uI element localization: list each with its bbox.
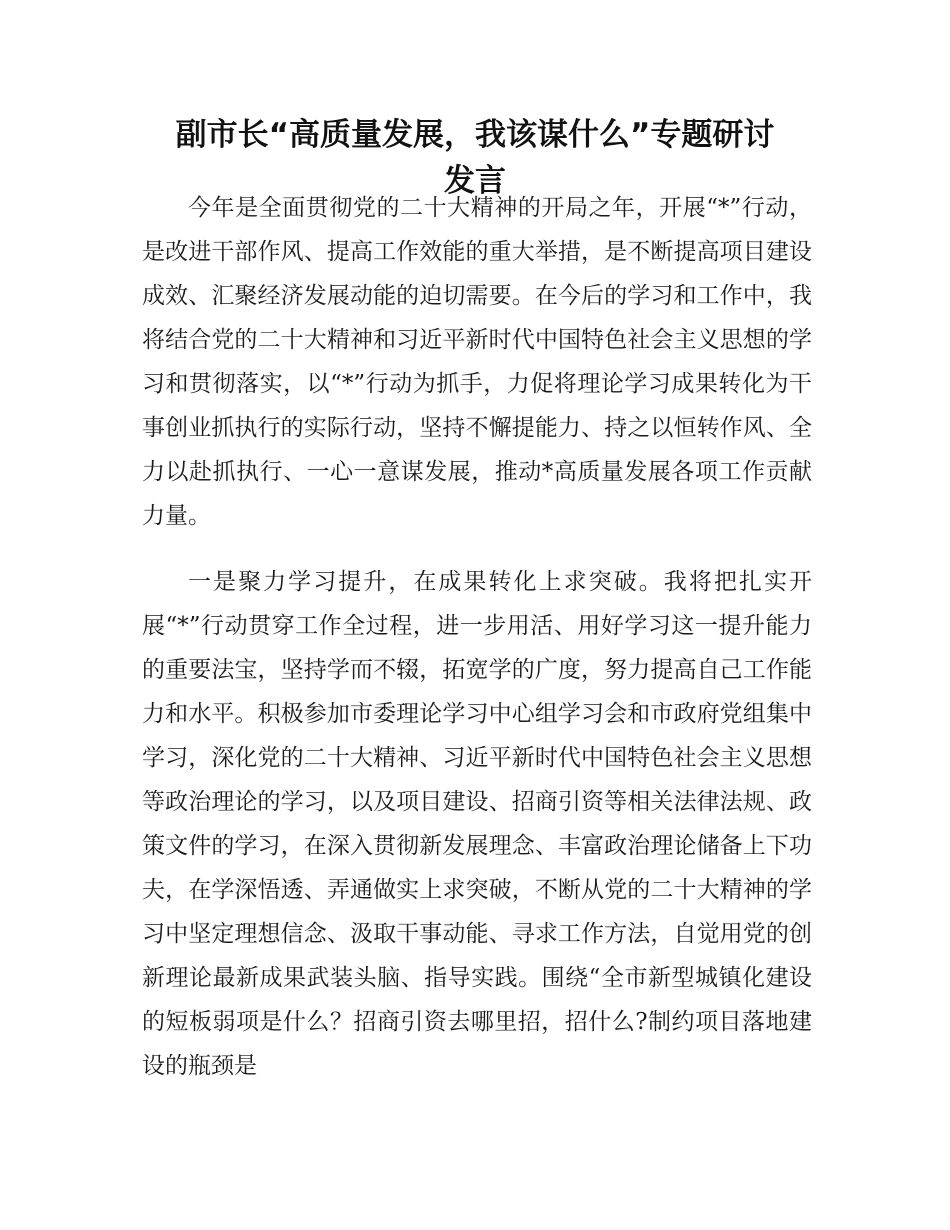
paragraph-point-one: 一是聚力学习提升，在成果转化上求突破。我将把扎实开展“*”行动贯穿工作全过程，进一步用活、用好学习这一提升能力的重要法宝，坚持学而不辍，拓宽学的广度，努力提高自己工作能力和水平。积极参加市委理论学习中心组学习会和市政府党组集中学习，深化党的二十大精神、习近平新时代中国特色社会主义思想等政治理论的学习，以及项目建设、招商引资等相关法律法规、政策文件的学习，在深入贯彻新发展理念、丰富政治理论储备上下功夫，在学深悟透、弄通做实上求突破，不断从党的二十大精神的学习中坚定理想信念、汲取干事动能、寻求工作方法，自觉用党的创新理论最新成果武装头脑、指导实践。围绕“全市新型城镇化建设的短板弱项是什么？招商引资去哪里招，招什么?制约项目落地建设的瓶颈是: [142, 569, 812, 1079]
paragraph-intro: 今年是全面贯彻党的二十大精神的开局之年，开展“*”行动，是改进干部作风、提高工作效能的重大举措，是不断提高项目建设成效、汇聚经济发展动能的迫切需要。在今后的学习和工作中，我将结合党的二十大精神和习近平新时代中国特色社会主义思想的学习和贯彻落实，以“*”行动为抓手，力促将理论学习成果转化为干事创业抓执行的实际行动，坚持不懈提能力、持之以恒转作风、全力以赴抓执行、一心一意谋发展，推动*高质量发展各项工作贡献力量。: [142, 195, 812, 529]
document-title-line-2: 发言: [444, 163, 506, 199]
document-body: [142, 186, 812, 1088]
document-title-line-1: 副市长“高质量发展，我该谋什么”专题研讨: [175, 117, 775, 153]
